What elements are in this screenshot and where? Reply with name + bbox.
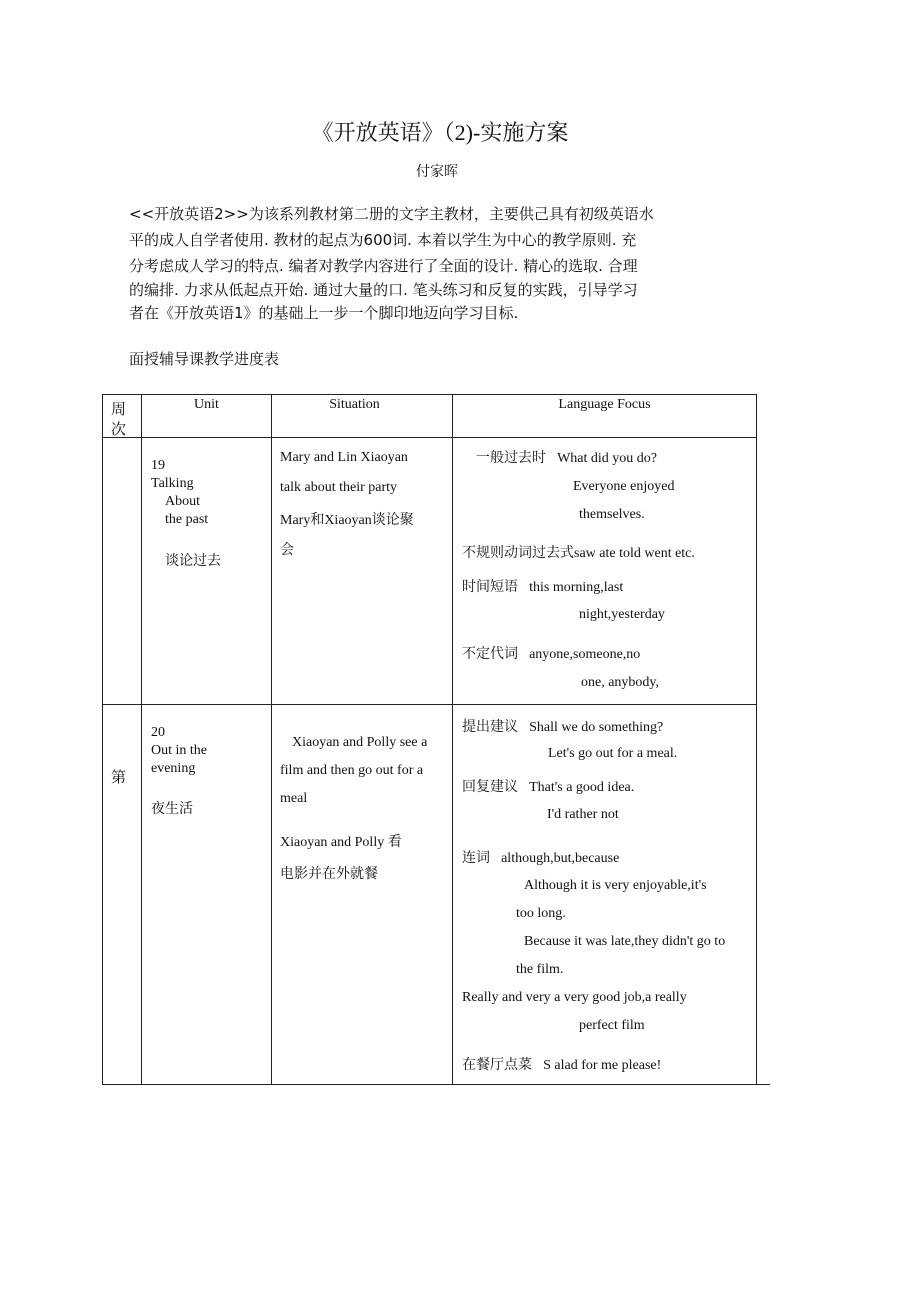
header-situation: Situation bbox=[329, 397, 380, 412]
focus-19-item-1-line-2: Everyone enjoyed bbox=[573, 479, 675, 494]
header-unit: Unit bbox=[194, 397, 219, 412]
sit-20-line-3: meal bbox=[280, 791, 308, 806]
focus-20-item-3-line-2: Although it is very enjoyable,it's bbox=[524, 878, 707, 893]
table-border-bottom bbox=[102, 1084, 770, 1085]
section-title: 面授辅导课教学进度表 bbox=[129, 350, 280, 368]
focus-19-item-3 bbox=[462, 576, 623, 596]
focus-20-item-4: Really and very a very good job,a really bbox=[462, 990, 687, 1005]
focus-19-item-4-cn: 不定代词 bbox=[462, 646, 518, 662]
unit-19-number: 19 bbox=[151, 458, 165, 473]
intro-line-4: 的编排. 力求从低起点开始. 通过大量的口. 笔头练习和反复的实践，引导学习 bbox=[129, 281, 638, 299]
author-name: 付家晖 bbox=[416, 164, 458, 180]
focus-20-item-1-en: Shall we do something? bbox=[529, 720, 664, 735]
focus-19-item-2-cn: 不规则动词过去式 bbox=[462, 545, 574, 561]
focus-19-item-3-en: this morning,last bbox=[529, 580, 624, 595]
unit-19-title-cn: 谈论过去 bbox=[165, 553, 221, 569]
focus-19-item-2-en: saw ate told went etc. bbox=[574, 546, 695, 561]
week-label: 第 bbox=[111, 768, 127, 786]
focus-20-item-4-line-2: perfect film bbox=[579, 1018, 645, 1033]
focus-20-item-5-cn: 在餐厅点菜 bbox=[462, 1057, 532, 1073]
table-border-left bbox=[102, 394, 103, 1085]
table-border-right bbox=[756, 394, 757, 1085]
focus-20-item-1-cn: 提出建议 bbox=[462, 719, 518, 735]
focus-20-item-3-line-4: Because it was late,they didn't go to bbox=[524, 934, 726, 949]
focus-20-item-5-en: S alad for me please! bbox=[543, 1058, 662, 1073]
intro-line-3: 分考虑成人学习的特点. 编者对教学内容进行了全面的设计. 精心的选取. 合理 bbox=[129, 257, 638, 275]
header-week-1: 周 bbox=[111, 400, 127, 418]
unit-20-title-cn: 夜生活 bbox=[151, 801, 193, 817]
focus-19-item-2 bbox=[462, 542, 695, 562]
focus-20-item-3 bbox=[462, 847, 619, 867]
focus-20-item-2 bbox=[462, 776, 634, 796]
header-language-focus: Language Focus bbox=[558, 397, 651, 412]
sit-20-line-1: Xiaoyan and Polly see a bbox=[292, 735, 428, 750]
sit-20-line-2: film and then go out for a bbox=[280, 763, 424, 778]
unit-20-title-1: Out in the bbox=[151, 743, 207, 758]
table-col-divider-3 bbox=[452, 394, 453, 1085]
focus-19-item-1-cn: 一般过去时 bbox=[476, 450, 546, 466]
sit-19-line-4: 会 bbox=[280, 542, 294, 558]
focus-20-item-2-en: That's a good idea. bbox=[529, 780, 635, 795]
intro-line-1: <<开放英语2>>为该系列教材第二册的文字主教材，主要供己具有初级英语水 bbox=[129, 205, 654, 223]
unit-19-title-3: the past bbox=[165, 512, 209, 527]
unit-20-title-2: evening bbox=[151, 761, 196, 776]
focus-20-item-1-line-2: Let's go out for a meal. bbox=[548, 746, 678, 761]
focus-19-item-4 bbox=[462, 643, 640, 663]
sit-19-line-2: talk about their party bbox=[280, 480, 398, 495]
focus-20-item-2-line-2: I'd rather not bbox=[547, 807, 619, 822]
focus-19-item-1 bbox=[476, 447, 657, 467]
sit-19-line-1: Mary and Lin Xiaoyan bbox=[280, 450, 408, 465]
intro-line-2: 平的成人自学者使用. 教材的起点为600词. 本着以学生为中心的教学原则. 充 bbox=[129, 231, 637, 249]
focus-20-item-3-line-5: the film. bbox=[516, 962, 564, 977]
intro-line-5: 者在《开放英语1》的基础上一步一个脚印地迈向学习目标. bbox=[129, 304, 519, 322]
focus-19-item-4-en: anyone,someone,no bbox=[529, 647, 641, 662]
table-header-divider bbox=[102, 437, 756, 438]
focus-20-item-1 bbox=[462, 716, 663, 736]
focus-19-item-3-cn: 时间短语 bbox=[462, 579, 518, 595]
focus-20-item-3-en: although,but,because bbox=[501, 851, 620, 866]
sit-20-line-4: Xiaoyan and Polly 看 bbox=[280, 835, 402, 850]
focus-20-item-2-cn: 回复建议 bbox=[462, 779, 518, 795]
sit-20-line-5: 电影并在外就餐 bbox=[280, 866, 378, 882]
focus-20-item-3-cn: 连词 bbox=[462, 850, 490, 866]
unit-20-number: 20 bbox=[151, 725, 165, 740]
focus-19-item-1-line-3: themselves. bbox=[579, 507, 645, 522]
table-border-top bbox=[102, 394, 756, 395]
sit-19-line-3: Mary和Xiaoyan谈论聚 bbox=[280, 513, 414, 528]
table-row-divider bbox=[102, 704, 756, 705]
table-col-divider-1 bbox=[141, 394, 142, 1085]
table-col-divider-2 bbox=[271, 394, 272, 1085]
header-week-2: 次 bbox=[111, 420, 127, 438]
unit-19-title-2: About bbox=[165, 494, 200, 509]
focus-19-item-3-line-2: night,yesterday bbox=[579, 607, 665, 622]
unit-19-title-1: Talking bbox=[151, 476, 194, 491]
focus-20-item-3-line-3: too long. bbox=[516, 906, 566, 921]
document-title: 《开放英语》（2)-实施方案 bbox=[311, 120, 569, 145]
focus-19-item-1-en: What did you do? bbox=[557, 451, 658, 466]
focus-20-item-5 bbox=[462, 1054, 661, 1074]
focus-19-item-4-line-2: one, anybody, bbox=[581, 675, 660, 690]
